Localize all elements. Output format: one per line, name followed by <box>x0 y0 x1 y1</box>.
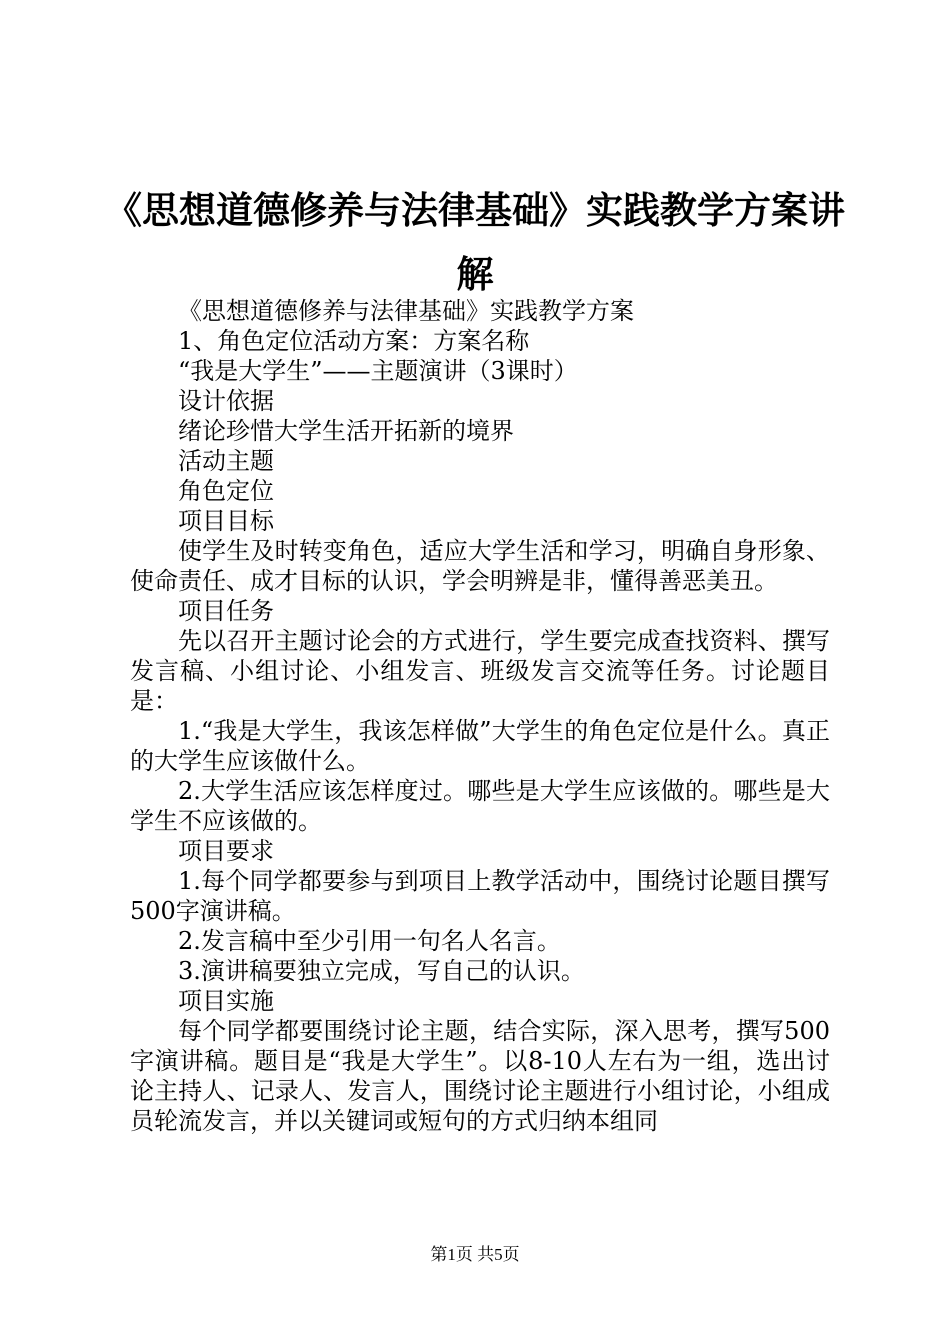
paragraph: 每个同学都要围绕讨论主题，结合实际，深入思考，撰写500字演讲稿。题目是“我是大学生”。以8-10人左右为一组，选出讨论主持人、记录人、发言人，围绕讨论主题进行小组讨论，小组成员轮流发言，并以关键词或短句的方式归纳本组同 <box>130 1017 830 1135</box>
paragraph: 绪论珍惜大学生活开拓新的境界 <box>178 417 514 445</box>
paragraph: “我是大学生”——主题演讲（3课时） <box>178 357 578 385</box>
paragraph: 2.大学生活应该怎样度过。哪些是大学生应该做的。哪些是大学生不应该做的。 <box>130 777 830 835</box>
document-title: 《思想道德修养与法律基础》实践教学方案讲解 <box>105 188 845 296</box>
paragraph: 活动主题 <box>178 447 274 475</box>
paragraph: 3.演讲稿要独立完成，写自己的认识。 <box>178 957 585 985</box>
paragraph: 先以召开主题讨论会的方式进行，学生要完成查找资料、撰写发言稿、小组讨论、小组发言、班级发言交流等任务。讨论题目是： <box>130 627 830 715</box>
document-body <box>130 296 830 1136</box>
paragraph: 项目实施 <box>178 987 274 1015</box>
paragraph: 《思想道德修养与法律基础》实践教学方案 <box>178 297 634 325</box>
paragraph: 设计依据 <box>178 387 274 415</box>
paragraph: 项目目标 <box>178 507 274 535</box>
paragraph: 项目要求 <box>178 837 274 865</box>
paragraph: 1、角色定位活动方案：方案名称 <box>178 327 530 355</box>
paragraph: 角色定位 <box>178 477 274 505</box>
paragraph: 2.发言稿中至少引用一句名人名言。 <box>178 927 561 955</box>
paragraph: 1.每个同学都要参与到项目上教学活动中，围绕讨论题目撰写500字演讲稿。 <box>130 867 830 925</box>
paragraph: 1.“我是大学生，我该怎样做”大学生的角色定位是什么。真正的大学生应该做什么。 <box>130 717 830 775</box>
page-number-footer: 第1页 共5页 <box>430 1245 520 1264</box>
paragraph: 项目任务 <box>178 597 274 625</box>
paragraph: 使学生及时转变角色，适应大学生活和学习，明确自身形象、使命责任、成才目标的认识，学会明辨是非，懂得善恶美丑。 <box>130 537 830 595</box>
